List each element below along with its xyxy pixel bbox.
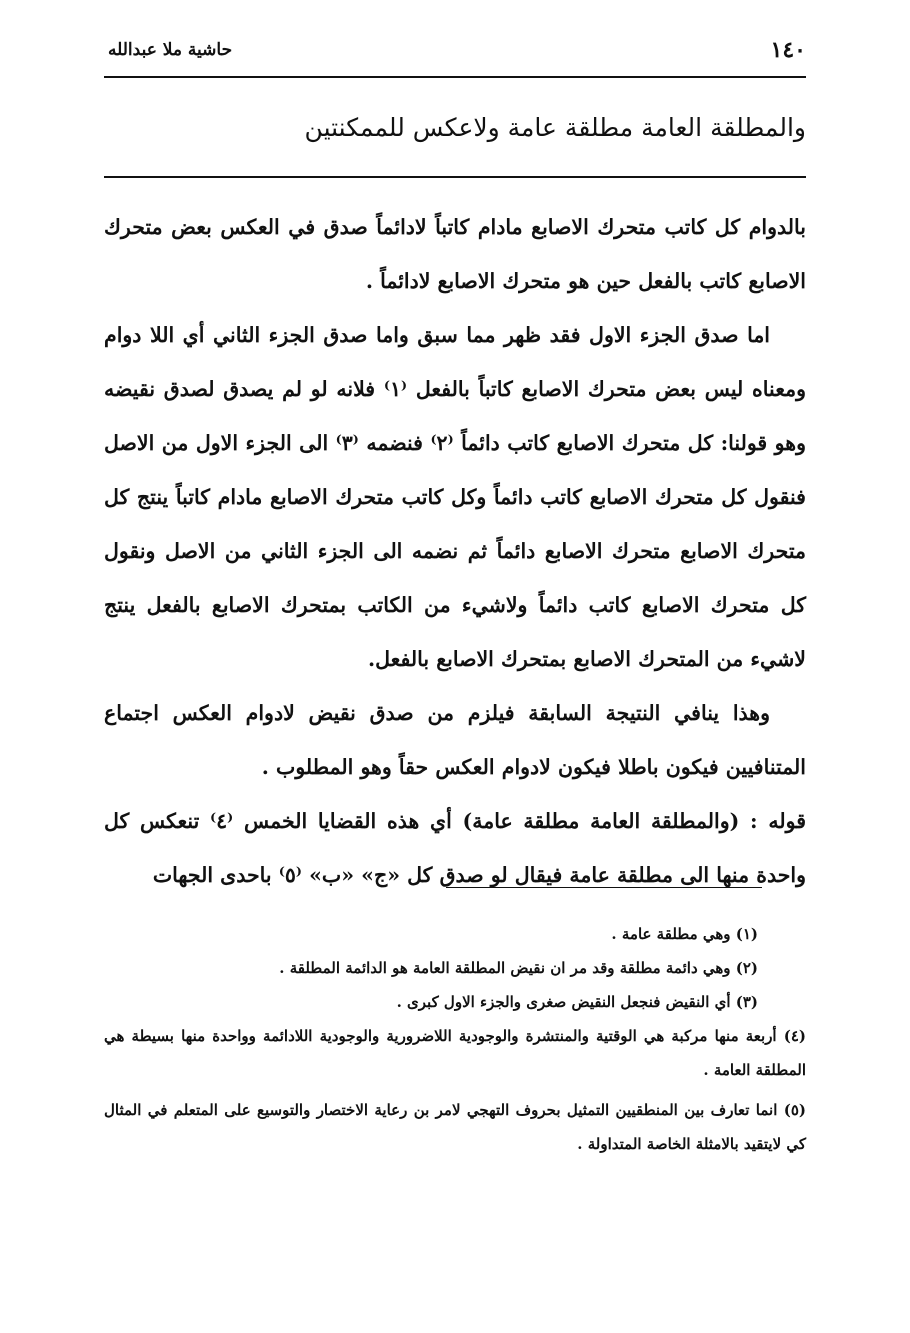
running-header <box>108 30 806 70</box>
page-number: ١٤٠ <box>770 37 806 63</box>
footnote-3: (٣) أي النقيض فنجعل النقيض صغرى والجزء الاول كبرى . <box>396 993 758 1011</box>
book-title: حاشية ملا عبدالله <box>108 40 233 60</box>
footnote-divider <box>446 887 762 888</box>
footnotes <box>104 917 806 1161</box>
main-paragraph-2: اما صدق الجزء الاول فقد ظهر مما سبق واما صدق الجزء الثاني أي اللا دوام ومعناه ليس بعض متحرك الاصابع كاتباً بالفعل ⁽١⁾ فلانه لو لم يصدق لصدق نقيضه وهو قولنا: كل متحرك الاصابع كاتب دائماً ⁽٢⁾ فنضمه ⁽٣⁾ الى الجزء الاول من الاصل فنقول كل متحرك الاصابع كاتب دائماً وكل كاتب متحرك الاصابع مادام كاتباً ينتج كل متحرك الاصابع متحرك الاصابع دائماً ثم نضمه الى الجزء الثاني من الاصل ونقول كل متحرك الاصابع كاتب دائماً ولاشيء من الكاتب بمتحرك الاصابع بالفعل ينتج لاشيء من المتحرك الاصابع بمتحرك الاصابع بالفعل. <box>104 323 806 671</box>
main-paragraph-4: قوله : (والمطلقة العامة مطلقة عامة) أي هذه القضايا الخمس ⁽٤⁾ تنعكس كل واحدة منها الى مطلقة عامة فيقال لو صدق كل «ج» «ب» ⁽٥⁾ باحدى الجهات <box>104 809 806 887</box>
main-text <box>104 200 806 902</box>
main-paragraph-1: بالدوام كل كاتب متحرك الاصابع مادام كاتباً لادائماً صدق في العكس بعض متحرك الاصابع كاتب بالفعل حين هو متحرك الاصابع لادائماً . <box>104 215 806 293</box>
footnote-2: (٢) وهي دائمة مطلقة وقد مر ان نقيض المطلقة العامة هو الدائمة المطلقة . <box>279 959 758 977</box>
main-paragraph-3: وهذا ينافي النتيجة السابقة فيلزم من صدق نقيض لادوام العكس اجتماع المتنافيين فيكون باطلا فيكون لادوام العكس حقاً وهو المطلوب . <box>104 701 806 779</box>
footnote-1: (١) وهي مطلقة عامة . <box>611 925 758 943</box>
quote-divider <box>104 176 806 178</box>
commentary-quote: والمطلقة العامة مطلقة عامة ولاعكس للممكنتين <box>304 113 806 142</box>
footnote-4: (٤) أربعة منها مركبة هي الوقتية والمنتشرة والوجودية اللاضرورية والوجودية اللادائمة وواحدة منها بسيطة هي المطلقة العامة . <box>104 1027 806 1079</box>
footnote-5: (٥) انما تعارف بين المنطقيين التمثيل بحروف التهجي لامر بن رعاية الاختصار والتوسيع على المتعلم في المثال كي لايتقيد بالامثلة الخاصة المتداولة . <box>104 1101 806 1153</box>
header-divider <box>104 76 806 78</box>
